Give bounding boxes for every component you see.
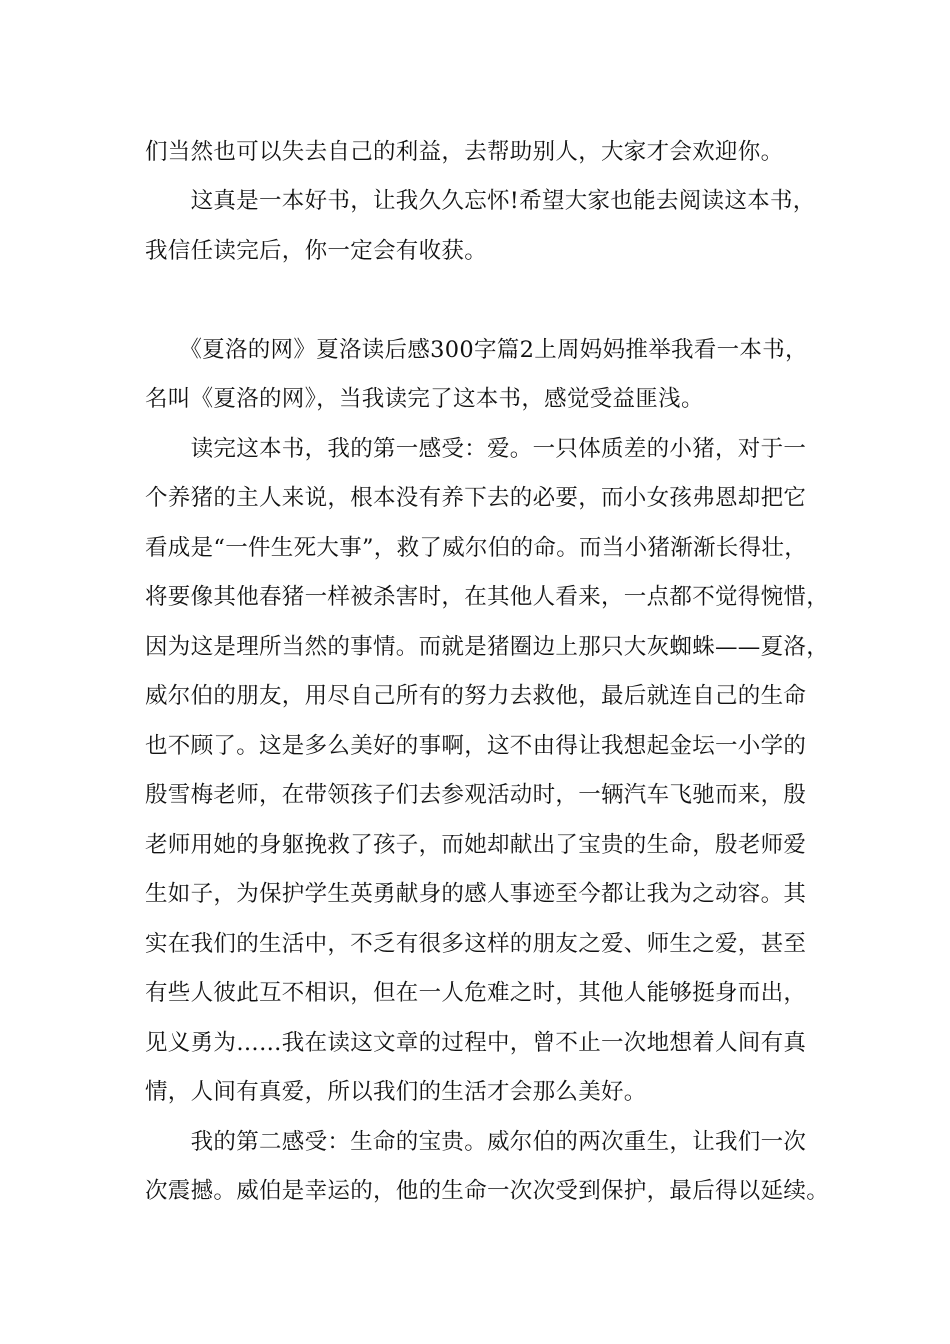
text-line: 威尔伯的朋友，用尽自己所有的努力去救他，最后就连自己的生命	[145, 683, 807, 709]
text-line: 将要像其他春猪一样被杀害时，在其他人看来，一点都不觉得惋惜，	[145, 584, 830, 610]
text-line: 因为这是理所当然的事情。而就是猪圈边上那只大灰蜘蛛——夏洛，	[145, 634, 830, 660]
text-line: 我的第二感受：生命的宝贵。威尔伯的两次重生，让我们一次	[145, 1129, 807, 1155]
text-line: 见义勇为……我在读这文章的过程中，曾不止一次地想着人间有真	[145, 1030, 807, 1056]
text-line: 次震撼。威伯是幸运的，他的生命一次次受到保护，最后得以延续。	[145, 1178, 830, 1204]
text-line: 们当然也可以失去自己的利益，去帮助别人，大家才会欢迎你。	[145, 139, 784, 165]
text-line: 个养猪的主人来说，根本没有养下去的必要，而小女孩弗恩却把它	[145, 485, 807, 511]
text-line: 生如子，为保护学生英勇献身的感人事迹至今都让我为之动容。其	[145, 881, 807, 907]
text-line: 《夏洛的网》夏洛读后感300字篇2上周妈妈推举我看一本书，	[145, 337, 808, 363]
text-line: 看成是“一件生死大事”，救了威尔伯的命。而当小猪渐渐长得壮，	[145, 535, 808, 561]
text-line: 我信任读完后，你一定会有收获。	[145, 238, 488, 264]
text-line: 实在我们的生活中，不乏有很多这样的朋友之爱、师生之爱，甚至	[145, 931, 807, 957]
text-line: 殷雪梅老师，在带领孩子们去参观活动时，一辆汽车飞驰而来，殷	[145, 782, 807, 808]
text-line: 情，人间有真爱，所以我们的生活才会那么美好。	[145, 1079, 647, 1105]
text-line: 有些人彼此互不相识，但在一人危难之时，其他人能够挺身而出，	[145, 980, 807, 1006]
text-line: 读完这本书，我的第一感受：爱。一只体质差的小猪，对于一	[145, 436, 807, 462]
text-line: 也不顾了。这是多么美好的事啊，这不由得让我想起金坛一小学的	[145, 733, 807, 759]
text-line: 老师用她的身躯挽救了孩子，而她却献出了宝贵的生命，殷老师爱	[145, 832, 807, 858]
text-line: 这真是一本好书，让我久久忘怀!希望大家也能去阅读这本书，	[145, 188, 816, 214]
text-line: 名叫《夏洛的网》，当我读完了这本书，感觉受益匪浅。	[145, 386, 704, 412]
